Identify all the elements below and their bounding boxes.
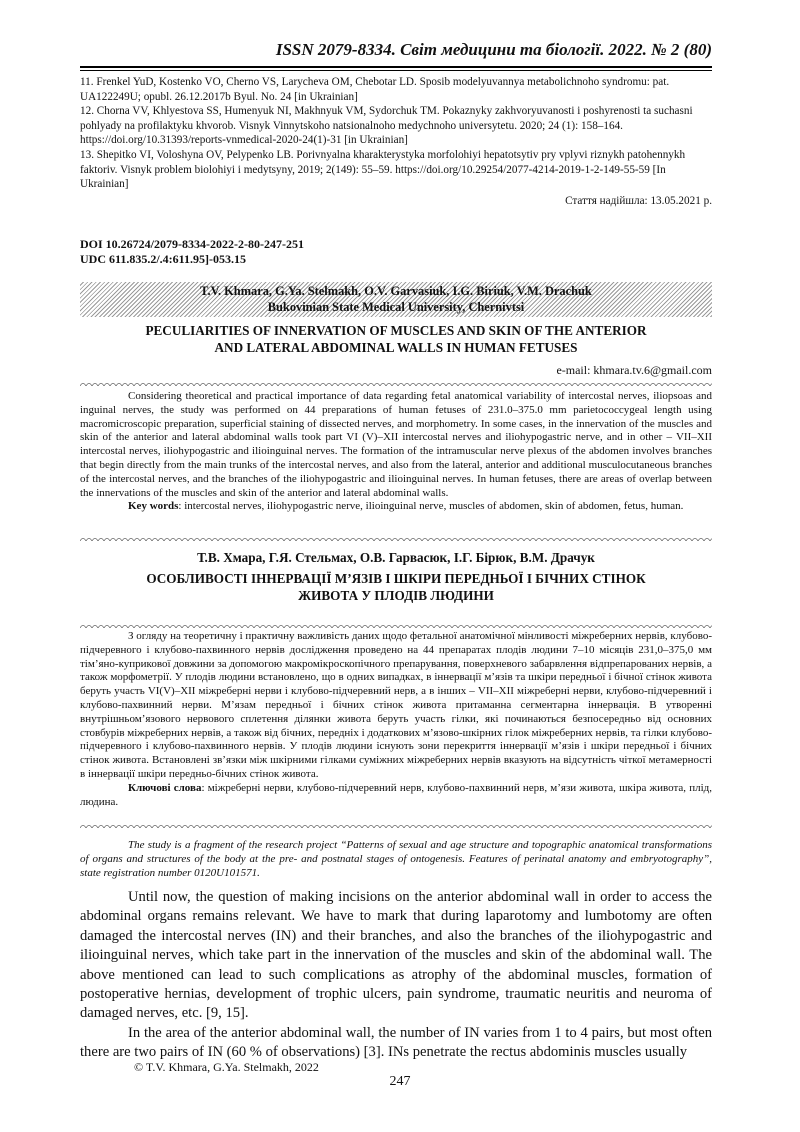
reference-list	[80, 75, 712, 208]
wave-divider	[80, 535, 712, 541]
affiliation-en: Bukovinian State Medical University, Chernivtsi	[267, 300, 525, 314]
article-title-en	[80, 322, 712, 356]
doi-block	[80, 237, 304, 267]
reference-item: 11. Frenkel YuD, Kostenko VO, Cherno VS, Larycheva OM, Chebotar LD. Sposib modelyuvannya metabolichnoho syndromu: pat. UA122249U; opubl. 26.12.2017b Byul. No. 24 [in Ukrainian]	[80, 76, 670, 103]
funding-note-text: The study is a fragment of the research project “Patterns of sexual and age structure and topographic anatomical transformations of organs and structures of the body at the pre- and postnatal stages of ontogenesis. Features of perinatal anatomy and embryotography”, state registration number 0120U101571.	[80, 839, 712, 879]
body-paragraph-1: Until now, the question of making incisions on the anterior abdominal wall in order to access the abdominal organs remains relevant. We have to mark that during laparotomy and lumbotomy are often damaged the intercostal nerves (IN) and their branches, and also the branches of the iliohypogastric and ilioinguinal nerves, which take part in the innervation of the muscles and skin of the abdominal wall. The above mentioned can lead to such complications as atrophy of the abdominal muscles, formation of postoperative hernias, development of trophic ulcers, pain syndrome, traumatic neuritis and neuroma of damaged nerves, etc. [9, 15].	[80, 889, 712, 1022]
page-number: 247	[389, 1074, 411, 1089]
funding-note	[80, 838, 712, 880]
body-paragraph-2: In the area of the anterior abdominal wall, the number of IN varies from 1 to 4 pairs, but most often there are two pairs of IN (60 % of observations) [3]. INs penetrate the rectus abdominis muscles usually	[80, 1024, 712, 1061]
authors-banner	[80, 282, 712, 317]
wave-divider	[80, 822, 712, 828]
copyright: © T.V. Khmara, G.Ya. Stelmakh, 2022	[134, 1060, 319, 1074]
title-en-line2: AND LATERAL ABDOMINAL WALLS IN HUMAN FETUSES	[214, 340, 578, 355]
header-rule	[80, 66, 712, 68]
title-en-line1: PECULIARITIES OF INNERVATION OF MUSCLES AND SKIN OF THE ANTERIOR	[145, 323, 647, 338]
contact-email: e-mail: khmara.tv.6@gmail.com	[556, 363, 712, 377]
keywords-ua-text: : міжреберні нерви, клубово-підчеревний нерв, клубово-пахвинний нерв, м’язи живота, шкіра живота, плід, людина.	[80, 781, 712, 808]
keywords-en	[80, 500, 712, 514]
reference-item: 13. Shepitko VI, Voloshyna OV, Pelypenko LB. Porivnyalna kharakterystyka morfolohiyi hepatotsytiv pry vplyvi riznykh patohennykh faktoriv. Visnyk problem biolohiyi i medytsyny, 2019; 2(149): 55–59. https://doi.org/10.29254/2077-4214-2019-1-2-149-55-59 [In Ukrainian]	[80, 148, 686, 191]
body-text	[80, 888, 712, 1063]
keywords-en-label: Key words	[128, 500, 179, 513]
doi: DOI 10.26724/2079-8334-2022-2-80-247-251	[80, 237, 304, 251]
wave-divider	[80, 622, 712, 628]
title-ua-line2: ЖИВОТА У ПЛОДІВ ЛЮДИНИ	[298, 588, 494, 603]
authors-en: T.V. Khmara, G.Ya. Stelmakh, O.V. Garvasiuk, I.G. Biriuk, V.M. Drachuk	[200, 284, 592, 298]
keywords-ua	[80, 782, 712, 810]
keywords-en-text: : intercostal nerves, iliohypogastric nerve, ilioinguinal nerve, muscles of abdomen, skin of abdomen, fetus, human.	[178, 500, 684, 513]
title-ua-line1: ОСОБЛИВОСТІ ІННЕРВАЦІЇ М’ЯЗІВ І ШКІРИ ПЕРЕДНЬОЇ І БІЧНИХ СТІНОК	[146, 571, 646, 586]
header-rule-thin	[80, 70, 712, 71]
abstract-ua-text: З огляду на теоретичну і практичну важливість даних щодо фетальної анатомічної мінливості міжреберних нервів, клубово-підчеревного і клубово-пахвинного нервів дослідження проведено на 44 препаратах плодів людини 7–10 місяців 231,0–375,0 мм тім’яно-куприкової довжини за допомогою макромікроскопічного препарування, поверхневого забарвлення відпрепарованих нервів, а також морфометрії. У плодів людини встановлено, що в одних випадках, в іннервації м’язів та шкіри передньої і бічної стінок живота беруть участь VI(V)–XII міжреберні нерви і клубово-підчеревний нерв, а в інших – VII–XII міжреберні нерви, клубово-підчеревний і клубово-пахвинний нерви. М’язам передньої і бічних стінок живота притаманна сегментарна іннервація. В утворенні внутрішньом’язового нервового сплетення ділянки живота беруть участь гілки, які починаються безпосередньо від основних стовбурів міжреберних нервів, а також від бічних, передніх і додаткових м’язово-шкірних гілок міжреберних нервів, та гілки клубово-підчеревного і клубово-пахвинного нервів. У плодів людини існують зони перекриття іннервації м’язів і шкіри передньої і бічних стінок живота. Встановлені зв’язки між шкірними гілками суміжних міжреберних нервів вказують на відсутність чіткої метамерності в іннервації шкіри передньо-бічних стінок живота.	[80, 630, 712, 780]
udc: UDC 611.835.2/.4:611.95]-053.15	[80, 252, 246, 266]
abstract-ua	[80, 630, 712, 809]
abstract-en-text: Considering theoretical and practical importance of data regarding fetal anatomical variability of intercostal nerves, iliopsoas and inguinal nerves, the study was performed on 44 preparations of human fetuses of 231.0–375.0 mm parietococcygeal length using macromicroscopic preparation, superficial staining of dissected nerves, and morphometry. In some cases, in the innervation of the muscles and skin of the anterior and lateral abdominal walls took part VI (V)–XII intercostal nerves and iliohypogastric nerve, and in other – VII–XII intercostal nerves, iliohypogastric and ilioinguinal nerves. The formation of the intramuscular nerve plexus of the abdomen involves branches that begin directly from the main trunks of the intercostal nerves, and also from the lateral, anterior and additional musculocutaneous branches of the intercostal nerves, and the branches of the iliohypogastric and ilioinguinal nerves. In human fetuses, there are areas of overlap between the innervations of the muscles and skin of the anterior and lateral abdominal walls.	[80, 390, 712, 499]
received-date: Стаття надійшла: 13.05.2021 р.	[565, 194, 712, 207]
abstract-en	[80, 390, 712, 514]
running-header: ISSN 2079-8334. Світ медицини та біології. 2022. № 2 (80)	[275, 40, 712, 59]
keywords-ua-label: Ключові слова	[128, 781, 202, 794]
wave-divider	[80, 380, 712, 386]
reference-item: 12. Chorna VV, Khlyestova SS, Humenyuk NI, Makhnyuk VM, Sydorchuk TM. Pokaznyky zakhvoryuvanosti i poshyrenosti ta suchasni pohlyady na profilaktyku khvorob. Visnyk Vinnytskoho natsionalnoho medychnoho universytetu. 2020; 24 (1): 158–164. https://doi.org/10.31393/reports-vnmedical-2020-24(1)-31 [in Ukrainian]	[80, 105, 693, 147]
authors-ua: Т.В. Хмара, Г.Я. Стельмах, О.В. Гарвасюк, І.Г. Бірюк, В.М. Драчук	[197, 550, 595, 565]
article-title-ua	[80, 570, 712, 604]
